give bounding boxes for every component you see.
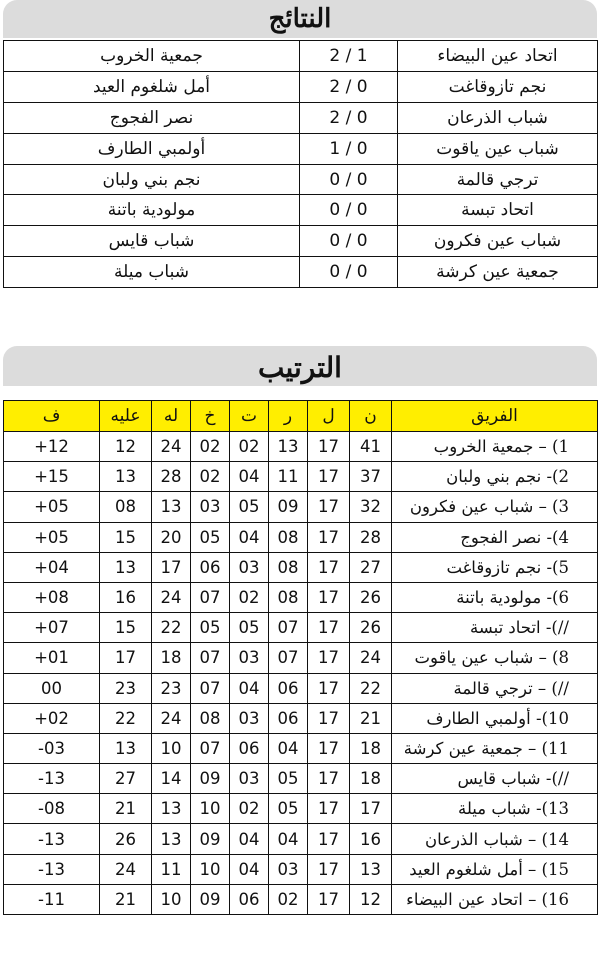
standings-cell: 17	[308, 522, 350, 552]
standings-cell: 02	[191, 432, 230, 462]
standings-cell: +12	[4, 432, 100, 462]
standings-row	[4, 733, 598, 763]
standings-team: //) – ترجي قالمة	[392, 673, 598, 703]
standings-cell: 15	[100, 613, 152, 643]
standings-team: 2)- نجم بني ولبان	[392, 462, 598, 492]
result-score: 0 / 0	[300, 226, 398, 257]
result-score: 0 / 0	[300, 195, 398, 226]
standings-cell: 18	[152, 643, 191, 673]
standings-cell: 17	[308, 492, 350, 522]
result-away-team: أمل شلغوم العيد	[4, 71, 300, 102]
standings-cell: 13	[100, 552, 152, 582]
result-home-team: اتحاد عين البيضاء	[398, 41, 598, 72]
standings-cell: 14	[152, 764, 191, 794]
result-score: 2 / 0	[300, 102, 398, 133]
standings-cell: 18	[350, 733, 392, 763]
standings-cell: 04	[230, 522, 269, 552]
standings-cell: -13	[4, 764, 100, 794]
standings-team: 10)- أولمبي الطارف	[392, 703, 598, 733]
standings-cell: -13	[4, 854, 100, 884]
standings-cell: 17	[308, 733, 350, 763]
standings-cell: 20	[152, 522, 191, 552]
standings-team: 8) – شباب عين ياقوت	[392, 643, 598, 673]
standings-cell: -03	[4, 733, 100, 763]
standings-row	[4, 522, 598, 552]
standings-cell: 27	[100, 764, 152, 794]
standings-row	[4, 673, 598, 703]
standings-title: الترتيب	[3, 346, 597, 386]
result-away-team: نجم بني ولبان	[4, 164, 300, 195]
result-home-team: شباب عين فكرون	[398, 226, 598, 257]
standings-cell: 05	[191, 522, 230, 552]
standings-row	[4, 582, 598, 612]
result-home-team: ترجي قالمة	[398, 164, 598, 195]
standings-cell: 09	[191, 884, 230, 914]
result-away-team: شباب ميلة	[4, 257, 300, 288]
result-home-team: شباب الذرعان	[398, 102, 598, 133]
standings-cell: 04	[230, 462, 269, 492]
standings-cell: 17	[308, 854, 350, 884]
standings-cell: 02	[230, 582, 269, 612]
result-away-team: شباب قايس	[4, 226, 300, 257]
standings-cell: 06	[269, 703, 308, 733]
standings-cell: 08	[269, 552, 308, 582]
standings-team: 5)- نجم تازوقاغت	[392, 552, 598, 582]
result-home-team: شباب عين ياقوت	[398, 133, 598, 164]
standings-cell: 02	[191, 462, 230, 492]
standings-row	[4, 492, 598, 522]
standings-cell: 17	[308, 432, 350, 462]
standings-cell: 13	[350, 854, 392, 884]
standings-team: 4)- نصر الفجوج	[392, 522, 598, 552]
standings-cell: 09	[191, 764, 230, 794]
standings-cell: 17	[350, 794, 392, 824]
standings-header-row	[4, 401, 598, 432]
standings-cell: 17	[308, 824, 350, 854]
standings-cell: 17	[308, 462, 350, 492]
standings-cell: 06	[230, 733, 269, 763]
standings-cell: 03	[230, 552, 269, 582]
result-home-team: اتحاد تبسة	[398, 195, 598, 226]
result-row	[4, 257, 598, 288]
standings-cell: 05	[269, 764, 308, 794]
standings-team: 11) – جمعية عين كرشة	[392, 733, 598, 763]
result-home-team: نجم تازوقاغت	[398, 71, 598, 102]
standings-cell: 17	[308, 884, 350, 914]
standings-header-cell: خ	[191, 401, 230, 432]
standings-row	[4, 432, 598, 462]
standings-row	[4, 613, 598, 643]
standings-cell: 13	[100, 733, 152, 763]
standings-header-cell: ل	[308, 401, 350, 432]
standings-header-cell: ف	[4, 401, 100, 432]
standings-team: 15) – أمل شلغوم العيد	[392, 854, 598, 884]
standings-cell: 02	[230, 432, 269, 462]
standings-cell: 04	[230, 673, 269, 703]
standings-cell: 17	[308, 643, 350, 673]
standings-cell: 22	[100, 703, 152, 733]
standings-cell: 07	[191, 643, 230, 673]
standings-row	[4, 703, 598, 733]
standings-cell: 13	[152, 794, 191, 824]
standings-cell: 17	[308, 794, 350, 824]
standings-cell: 10	[191, 854, 230, 884]
standings-cell: 17	[308, 613, 350, 643]
standings-cell: 12	[100, 432, 152, 462]
result-away-team: نصر الفجوج	[4, 102, 300, 133]
standings-cell: 21	[350, 703, 392, 733]
result-row	[4, 41, 598, 72]
results-title: النتائج	[3, 0, 597, 38]
standings-cell: 10	[191, 794, 230, 824]
standings-cell: 04	[269, 824, 308, 854]
standings-cell: 24	[152, 703, 191, 733]
standings-row	[4, 552, 598, 582]
result-score: 2 / 1	[300, 41, 398, 72]
standings-row	[4, 764, 598, 794]
standings-team: //)- اتحاد تبسة	[392, 613, 598, 643]
standings-cell: 16	[100, 582, 152, 612]
standings-cell: 09	[269, 492, 308, 522]
standings-cell: +02	[4, 703, 100, 733]
standings-cell: 08	[100, 492, 152, 522]
standings-cell: 03	[230, 703, 269, 733]
standings-cell: 21	[100, 794, 152, 824]
standings-cell: 05	[230, 492, 269, 522]
standings-cell: 05	[269, 794, 308, 824]
standings-header-cell: ن	[350, 401, 392, 432]
standings-row	[4, 643, 598, 673]
result-home-team: جمعية عين كرشة	[398, 257, 598, 288]
standings-cell: 23	[100, 673, 152, 703]
standings-cell: 24	[152, 582, 191, 612]
standings-cell: 08	[191, 703, 230, 733]
standings-header-cell: له	[152, 401, 191, 432]
standings-cell: -13	[4, 824, 100, 854]
standings-cell: 07	[269, 613, 308, 643]
standings-cell: 13	[100, 462, 152, 492]
result-score: 0 / 0	[300, 257, 398, 288]
standings-cell: 10	[152, 733, 191, 763]
standings-cell: 08	[269, 522, 308, 552]
standings-cell: 17	[308, 703, 350, 733]
standings-team: 3) – شباب عين فكرون	[392, 492, 598, 522]
standings-cell: 17	[308, 673, 350, 703]
standings-cell: 41	[350, 432, 392, 462]
result-row	[4, 71, 598, 102]
result-away-team: جمعية الخروب	[4, 41, 300, 72]
standings-cell: 21	[100, 884, 152, 914]
standings-cell: 18	[350, 764, 392, 794]
standings-team: 1) – جمعية الخروب	[392, 432, 598, 462]
standings-cell: 07	[191, 673, 230, 703]
standings-cell: 17	[308, 552, 350, 582]
standings-cell: 26	[100, 824, 152, 854]
standings-table	[3, 400, 598, 915]
standings-team: 14) – شباب الذرعان	[392, 824, 598, 854]
standings-team: //)- شباب قايس	[392, 764, 598, 794]
standings-cell: 27	[350, 552, 392, 582]
standings-cell: 04	[230, 854, 269, 884]
result-score: 1 / 0	[300, 133, 398, 164]
standings-header-cell: عليه	[100, 401, 152, 432]
standings-cell: 13	[152, 492, 191, 522]
standings-cell: 03	[230, 643, 269, 673]
standings-cell: +05	[4, 522, 100, 552]
result-row	[4, 195, 598, 226]
standings-cell: 07	[191, 733, 230, 763]
standings-cell: +05	[4, 492, 100, 522]
standings-cell: +04	[4, 552, 100, 582]
result-row	[4, 133, 598, 164]
result-score: 2 / 0	[300, 71, 398, 102]
standings-header-cell: ت	[230, 401, 269, 432]
standings-cell: 05	[230, 613, 269, 643]
standings-cell: 16	[350, 824, 392, 854]
standings-cell: 02	[230, 794, 269, 824]
standings-cell: 02	[269, 884, 308, 914]
standings-team: 16) – اتحاد عين البيضاء	[392, 884, 598, 914]
standings-cell: 07	[191, 582, 230, 612]
standings-cell: 28	[152, 462, 191, 492]
standings-cell: 06	[191, 552, 230, 582]
standings-cell: 00	[4, 673, 100, 703]
standings-cell: 22	[152, 613, 191, 643]
standings-cell: 06	[269, 673, 308, 703]
standings-team: 13)- شباب ميلة	[392, 794, 598, 824]
standings-cell: 17	[100, 643, 152, 673]
standings-cell: 11	[269, 462, 308, 492]
standings-row	[4, 854, 598, 884]
standings-cell: 08	[269, 582, 308, 612]
standings-cell: 03	[191, 492, 230, 522]
standings-cell: -11	[4, 884, 100, 914]
standings-cell: 10	[152, 884, 191, 914]
standings-row	[4, 884, 598, 914]
standings-header-cell: الفريق	[392, 401, 598, 432]
standings-cell: 04	[269, 733, 308, 763]
standings-cell: 06	[230, 884, 269, 914]
standings-team: 6)- مولودية باتنة	[392, 582, 598, 612]
standings-cell: 03	[269, 854, 308, 884]
standings-cell: 24	[100, 854, 152, 884]
standings-cell: 13	[152, 824, 191, 854]
standings-cell: 32	[350, 492, 392, 522]
standings-row	[4, 462, 598, 492]
standings-cell: 24	[350, 643, 392, 673]
standings-cell: 23	[152, 673, 191, 703]
standings-cell: 26	[350, 613, 392, 643]
result-away-team: أولمبي الطارف	[4, 133, 300, 164]
standings-row	[4, 794, 598, 824]
standings-cell: 17	[308, 764, 350, 794]
standings-header-cell: ر	[269, 401, 308, 432]
standings-cell: +15	[4, 462, 100, 492]
standings-row	[4, 824, 598, 854]
result-score: 0 / 0	[300, 164, 398, 195]
standings-cell: 09	[191, 824, 230, 854]
standings-cell: 13	[269, 432, 308, 462]
standings-cell: 07	[269, 643, 308, 673]
result-row	[4, 164, 598, 195]
standings-cell: 24	[152, 432, 191, 462]
standings-cell: 04	[230, 824, 269, 854]
result-row	[4, 102, 598, 133]
result-row	[4, 226, 598, 257]
standings-cell: 17	[152, 552, 191, 582]
standings-cell: 11	[152, 854, 191, 884]
standings-cell: +01	[4, 643, 100, 673]
standings-cell: +08	[4, 582, 100, 612]
standings-cell: 03	[230, 764, 269, 794]
standings-cell: 17	[308, 582, 350, 612]
standings-cell: 28	[350, 522, 392, 552]
standings-cell: 12	[350, 884, 392, 914]
results-table	[3, 40, 598, 288]
standings-cell: 37	[350, 462, 392, 492]
standings-cell: 26	[350, 582, 392, 612]
result-away-team: مولودية باتنة	[4, 195, 300, 226]
standings-cell: 15	[100, 522, 152, 552]
standings-cell: -08	[4, 794, 100, 824]
standings-cell: 05	[191, 613, 230, 643]
standings-cell: +07	[4, 613, 100, 643]
standings-cell: 22	[350, 673, 392, 703]
